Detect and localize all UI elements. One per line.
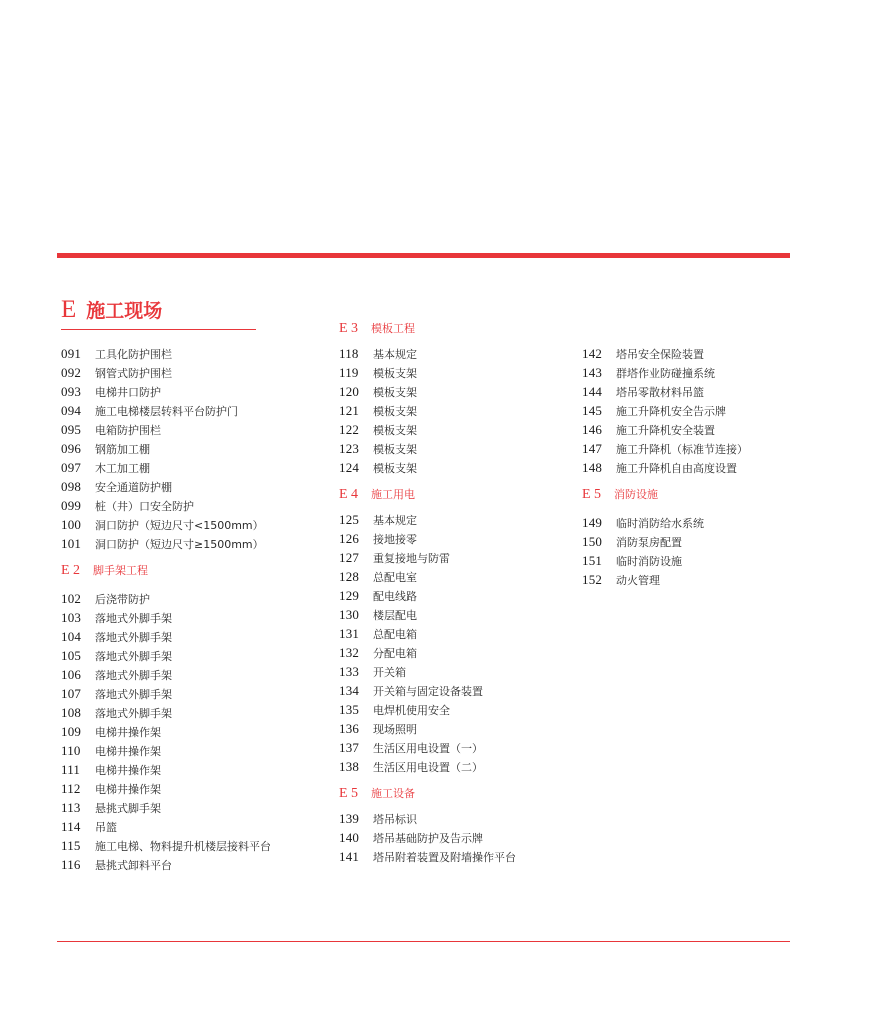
toc-entry[interactable]	[339, 421, 417, 439]
section-code: E 3	[339, 321, 359, 336]
chapter-heading	[61, 296, 162, 326]
entry-title: 模板支架	[373, 424, 417, 437]
page-number: 150	[582, 534, 603, 549]
page-number: 128	[339, 569, 360, 584]
entry-title: 基本规定	[373, 514, 417, 527]
entry-title: 基本规定	[373, 348, 417, 361]
entry-title: 开关箱	[373, 666, 406, 679]
toc-entry[interactable]	[582, 571, 660, 589]
entry-title: 接地接零	[373, 533, 417, 546]
entry-title: 模板支架	[373, 405, 417, 418]
page-number: 139	[339, 811, 360, 826]
page-number: 097	[61, 460, 82, 475]
entry-title: 模板支架	[373, 386, 417, 399]
entry-title: 消防泵房配置	[616, 536, 682, 549]
section-code: E 5	[582, 487, 602, 502]
page-number: 100	[61, 517, 82, 532]
toc-entry[interactable]	[61, 440, 150, 458]
toc-entry[interactable]	[61, 685, 172, 703]
entry-title: 塔吊零散材料吊篮	[616, 386, 704, 399]
entry-title: 塔吊安全保险装置	[616, 348, 704, 361]
toc-entry[interactable]	[61, 837, 271, 855]
toc-entry[interactable]	[339, 402, 417, 420]
toc-entry[interactable]	[61, 704, 172, 722]
page-number: 125	[339, 512, 360, 527]
toc-entry[interactable]	[61, 628, 172, 646]
section-code: E 2	[61, 563, 81, 578]
bottom-rule	[57, 941, 790, 942]
page-number: 107	[61, 686, 82, 701]
entry-title: 电梯井操作架	[95, 745, 161, 758]
entry-title: 木工加工棚	[95, 462, 150, 475]
page-number: 096	[61, 441, 82, 456]
section-title: 施工用电	[371, 488, 415, 501]
toc-entry[interactable]	[61, 383, 161, 401]
page-number: 126	[339, 531, 360, 546]
entry-title: 悬挑式脚手架	[95, 802, 161, 815]
toc-entry[interactable]	[61, 856, 172, 874]
toc-entry[interactable]	[339, 511, 417, 529]
toc-entry[interactable]	[339, 530, 417, 548]
page-number: 152	[582, 572, 603, 587]
entry-title: 动火管理	[616, 574, 660, 587]
page-number: 118	[339, 346, 359, 361]
toc-entry[interactable]	[339, 682, 483, 700]
entry-title: 现场照明	[373, 723, 417, 736]
section-heading[interactable]	[61, 559, 148, 579]
entry-title: 模板支架	[373, 462, 417, 475]
page-number: 120	[339, 384, 360, 399]
page-number: 130	[339, 607, 360, 622]
section-heading[interactable]	[339, 782, 415, 802]
toc-entry[interactable]	[582, 440, 748, 458]
page-number: 091	[61, 346, 82, 361]
toc-entry[interactable]	[61, 590, 150, 608]
entry-title: 钢管式防护围栏	[95, 367, 172, 380]
page-number: 127	[339, 550, 360, 565]
toc-entry[interactable]	[61, 516, 264, 534]
page-number: 115	[61, 838, 81, 853]
entry-title: 楼层配电	[373, 609, 417, 622]
page-number: 141	[339, 849, 360, 864]
entry-title: 落地式外脚手架	[95, 688, 172, 701]
toc-entry[interactable]	[339, 606, 417, 624]
entry-title: 洞口防护（短边尺寸≥1500mm）	[95, 538, 264, 551]
entry-title: 总配电箱	[373, 628, 417, 641]
page-number: 112	[61, 781, 81, 796]
toc-entry[interactable]	[61, 497, 194, 515]
page-number: 104	[61, 629, 82, 644]
toc-entry[interactable]	[339, 364, 417, 382]
entry-title: 电梯井操作架	[95, 764, 161, 777]
toc-entry[interactable]	[61, 818, 117, 836]
page-number: 147	[582, 441, 603, 456]
section-title: 施工设备	[371, 787, 415, 800]
toc-entry[interactable]	[61, 535, 264, 553]
toc-entry[interactable]	[339, 568, 417, 586]
page-number: 143	[582, 365, 603, 380]
page-number: 145	[582, 403, 603, 418]
page-number: 133	[339, 664, 360, 679]
entry-title: 电焊机使用安全	[373, 704, 450, 717]
toc-entry[interactable]	[61, 723, 161, 741]
toc-entry[interactable]	[582, 552, 682, 570]
entry-title: 落地式外脚手架	[95, 650, 172, 663]
page-number: 135	[339, 702, 360, 717]
page-number: 146	[582, 422, 603, 437]
page-number: 093	[61, 384, 82, 399]
toc-entry[interactable]	[339, 848, 516, 866]
entry-title: 分配电箱	[373, 647, 417, 660]
toc-entry[interactable]	[61, 402, 238, 420]
entry-title: 桩（井）口安全防护	[95, 500, 194, 513]
section-code: E 4	[339, 487, 359, 502]
entry-title: 落地式外脚手架	[95, 669, 172, 682]
page-number: 134	[339, 683, 360, 698]
section-title: 脚手架工程	[93, 564, 148, 577]
page-number: 122	[339, 422, 360, 437]
toc-entry[interactable]	[339, 758, 483, 776]
entry-title: 塔吊附着装置及附墙操作平台	[373, 851, 516, 864]
page-number: 148	[582, 460, 603, 475]
page-number: 124	[339, 460, 360, 475]
page-number: 123	[339, 441, 360, 456]
toc-entry[interactable]	[339, 701, 450, 719]
toc-entry[interactable]	[582, 402, 726, 420]
toc-entry[interactable]	[582, 364, 715, 382]
section-title: 消防设施	[614, 488, 658, 501]
toc-entry[interactable]	[339, 644, 417, 662]
toc-entry[interactable]	[339, 810, 417, 828]
entry-title: 电梯井操作架	[95, 783, 161, 796]
page-number: 131	[339, 626, 360, 641]
toc-entry[interactable]	[339, 383, 417, 401]
entry-title: 重复接地与防雷	[373, 552, 450, 565]
page-number: 101	[61, 536, 82, 551]
entry-title: 施工电梯、物料提升机楼层接料平台	[95, 840, 271, 853]
entry-title: 群塔作业防碰撞系统	[616, 367, 715, 380]
page-number: 110	[61, 743, 81, 758]
entry-title: 施工升降机安全告示牌	[616, 405, 726, 418]
toc-entry[interactable]	[339, 739, 483, 757]
page-number: 116	[61, 857, 81, 872]
section-heading[interactable]	[339, 317, 415, 337]
chapter-title: 施工现场	[86, 300, 163, 322]
page-number: 129	[339, 588, 360, 603]
toc-entry[interactable]	[61, 421, 161, 439]
entry-title: 模板支架	[373, 443, 417, 456]
page-number: 105	[61, 648, 82, 663]
entry-title: 电箱防护围栏	[95, 424, 161, 437]
page-number: 113	[61, 800, 81, 815]
entry-title: 工具化防护围栏	[95, 348, 172, 361]
toc-entry[interactable]	[339, 345, 417, 363]
page-number: 108	[61, 705, 82, 720]
entry-title: 落地式外脚手架	[95, 612, 172, 625]
toc-entry[interactable]	[339, 459, 417, 477]
toc-entry[interactable]	[582, 533, 682, 551]
page-number: 149	[582, 515, 603, 530]
toc-entry[interactable]	[582, 383, 704, 401]
toc-entry[interactable]	[582, 459, 737, 477]
toc-entry[interactable]	[339, 549, 450, 567]
page-number: 114	[61, 819, 81, 834]
section-heading[interactable]	[582, 483, 658, 503]
entry-title: 后浇带防护	[95, 593, 150, 606]
toc-entry[interactable]	[61, 742, 161, 760]
entry-title: 施工升降机（标准节连接）	[616, 443, 748, 456]
section-title: 模板工程	[371, 322, 415, 335]
page-number: 144	[582, 384, 603, 399]
page-number: 111	[61, 762, 81, 777]
entry-title: 施工电梯楼层转料平台防护门	[95, 405, 238, 418]
entry-title: 配电线路	[373, 590, 417, 603]
entry-title: 临时消防设施	[616, 555, 682, 568]
page-number: 094	[61, 403, 82, 418]
entry-title: 施工升降机自由高度设置	[616, 462, 737, 475]
entry-title: 开关箱与固定设备装置	[373, 685, 483, 698]
entry-title: 生活区用电设置（二）	[373, 761, 483, 774]
toc-entry[interactable]	[582, 514, 704, 532]
toc-entry[interactable]	[61, 799, 161, 817]
toc-entry[interactable]	[61, 647, 172, 665]
toc-entry[interactable]	[339, 625, 417, 643]
page-number: 136	[339, 721, 360, 736]
page-number: 109	[61, 724, 82, 739]
entry-title: 临时消防给水系统	[616, 517, 704, 530]
page-number: 151	[582, 553, 603, 568]
entry-title: 总配电室	[373, 571, 417, 584]
toc-entry[interactable]	[61, 345, 172, 363]
entry-title: 安全通道防护棚	[95, 481, 172, 494]
toc-entry[interactable]	[61, 478, 172, 496]
entry-title: 电梯井口防护	[95, 386, 161, 399]
section-heading[interactable]	[339, 483, 415, 503]
toc-entry[interactable]	[339, 663, 406, 681]
toc-entry[interactable]	[61, 780, 161, 798]
page-number: 121	[339, 403, 360, 418]
toc-entry[interactable]	[61, 609, 172, 627]
page-number: 098	[61, 479, 82, 494]
chapter-underline	[61, 329, 256, 330]
toc-entry[interactable]	[339, 829, 483, 847]
entry-title: 塔吊基础防护及告示牌	[373, 832, 483, 845]
toc-entry[interactable]	[339, 587, 417, 605]
toc-entry[interactable]	[582, 345, 704, 363]
toc-entry[interactable]	[339, 720, 417, 738]
entry-title: 电梯井操作架	[95, 726, 161, 739]
entry-title: 施工升降机安全装置	[616, 424, 715, 437]
chapter-letter: E	[61, 296, 77, 323]
page-number: 137	[339, 740, 360, 755]
entry-title: 洞口防护（短边尺寸<1500mm）	[95, 519, 264, 532]
entry-title: 塔吊标识	[373, 813, 417, 826]
entry-title: 模板支架	[373, 367, 417, 380]
page-number: 132	[339, 645, 360, 660]
entry-title: 吊篮	[95, 821, 117, 834]
page-number: 092	[61, 365, 82, 380]
page-number: 138	[339, 759, 360, 774]
page-number: 099	[61, 498, 82, 513]
page-number: 119	[339, 365, 359, 380]
entry-title: 悬挑式卸料平台	[95, 859, 172, 872]
entry-title: 落地式外脚手架	[95, 631, 172, 644]
page-number: 106	[61, 667, 82, 682]
entry-title: 生活区用电设置（一）	[373, 742, 483, 755]
section-code: E 5	[339, 786, 359, 801]
page-number: 095	[61, 422, 82, 437]
toc-entry[interactable]	[339, 440, 417, 458]
toc-entry[interactable]	[61, 364, 172, 382]
toc-entry[interactable]	[61, 459, 150, 477]
page-number: 102	[61, 591, 82, 606]
entry-title: 落地式外脚手架	[95, 707, 172, 720]
page-number: 142	[582, 346, 603, 361]
toc-entry[interactable]	[61, 761, 161, 779]
toc-entry[interactable]	[582, 421, 715, 439]
page-number: 140	[339, 830, 360, 845]
page-number: 103	[61, 610, 82, 625]
entry-title: 钢筋加工棚	[95, 443, 150, 456]
toc-entry[interactable]	[61, 666, 172, 684]
top-accent-bar	[57, 253, 790, 258]
